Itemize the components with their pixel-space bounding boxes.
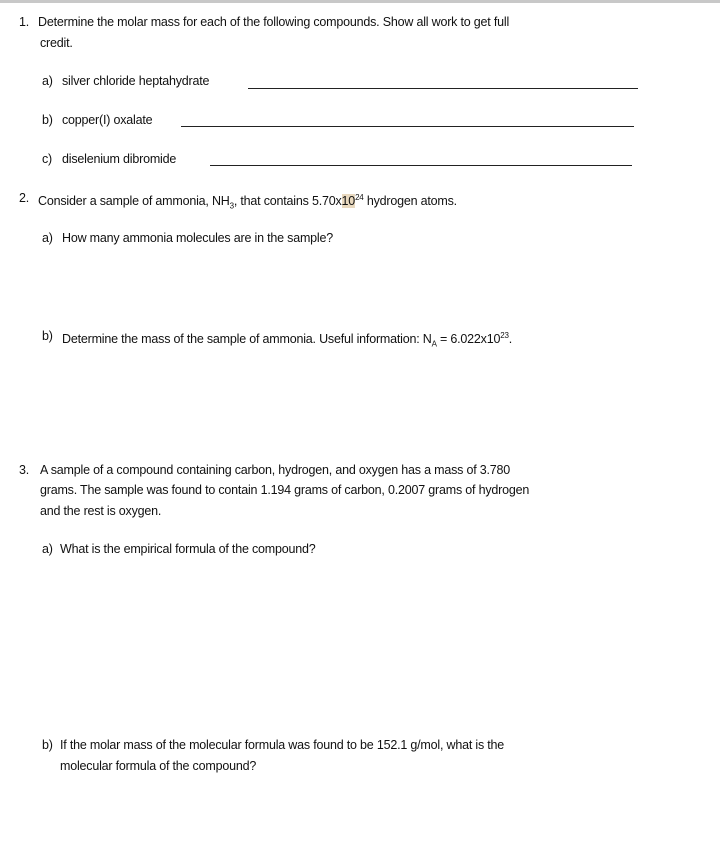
q2-subscript: 3 [229,201,234,211]
q2-exponent: 24 [355,193,364,202]
q1a-answer-line[interactable] [248,88,638,89]
q2-base: 10 [341,194,356,209]
q3a-text: What is the empirical formula of the compound? [60,542,316,556]
q3b-line2: molecular formula of the compound? [60,759,257,773]
q3-line1: A sample of a compound containing carbon, hydrogen, and oxygen has a mass of 3.780 [40,463,511,477]
q3-line3: and the rest is oxygen. [40,504,162,518]
q1c-text: diselenium dibromide [62,152,177,166]
q2b-text [62,328,512,353]
q1a-label: a) [42,74,53,88]
q1c-label: c) [42,152,53,166]
q3a-label: a) [42,542,53,556]
q2b-period: . [508,332,513,347]
q2b-subscript: A [431,339,437,349]
q2a-label: a) [42,231,53,245]
q2-text-before: Consider a sample of ammonia, NH [38,194,230,209]
q2b-label: b) [42,329,53,343]
q3b-line1: If the molar mass of the molecular formula was found to be 152.1 g/mol, what is the [60,738,505,752]
page-top-border [0,0,720,3]
q1c-answer-line[interactable] [210,165,632,166]
q1-text-line1: Determine the molar mass for each of the following compounds. Show all work to get full [38,15,510,29]
q1a-text: silver chloride heptahydrate [62,74,210,88]
q1b-answer-line[interactable] [181,126,634,127]
q2-text-after: hydrogen atoms. [363,194,457,209]
q2b-exponent: 23 [500,331,509,340]
q2b-text-value: = 6.022x10 [436,332,501,347]
q3-number: 3. [19,463,30,477]
q2b-text-main: Determine the mass of the sample of ammonia. Useful information: N [62,332,432,347]
q2-text [38,190,457,215]
q1b-text: copper(I) oxalate [62,113,153,127]
q1-text-line2: credit. [40,36,73,50]
q2-number: 2. [19,191,30,205]
q3b-label: b) [42,738,53,752]
q1b-label: b) [42,113,53,127]
q3-line2: grams. The sample was found to contain 1.194 grams of carbon, 0.2007 grams of hydrogen [40,483,530,497]
q1-number: 1. [19,15,30,29]
q2a-text: How many ammonia molecules are in the sample? [62,231,333,245]
q2-text-mid: , that contains 5.70x [233,194,342,209]
